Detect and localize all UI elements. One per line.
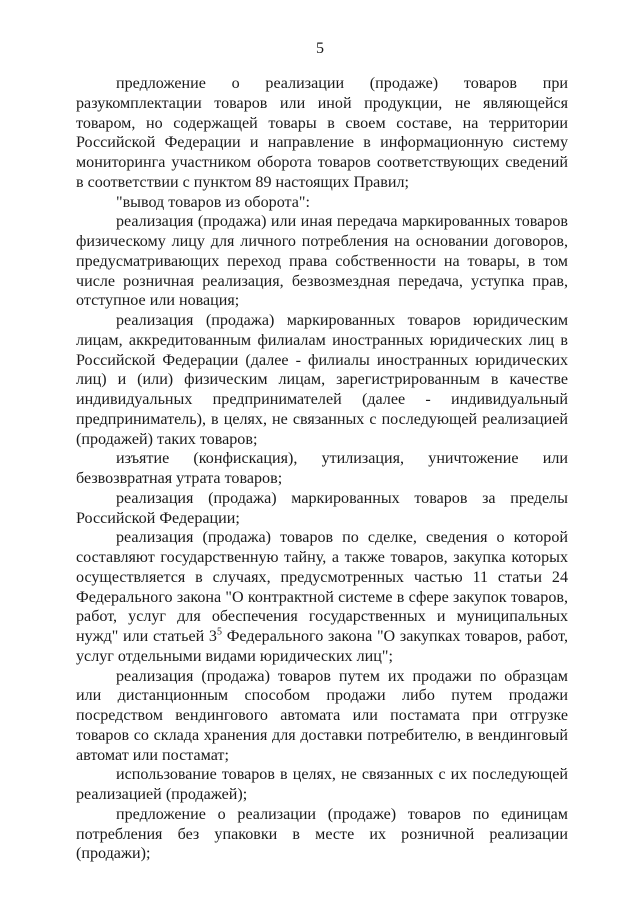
paragraph-legal-entities-sale: реализация (продажа) маркированных товаров юридическим лицам, аккредитованным филиалам иностранных юридических лиц в Российской Федерации (далее - филиалы иностранных юридических лиц) и (или) физическим лицам, зарегистрированным в качестве индивидуальных предпринимателей (далее - индивидуальный предприниматель), в целях, не связанных с последующей реализацией (продажей) таких товаров; [76,312,568,448]
paragraph-disassembly-offer: предложение о реализации (продаже) товаров при разукомплектации товаров или иной продукции, не являющейся товаром, но содержащей товары в своем составе, на территории Российской Федерации и направление в информационную систему мониторинга участником оборота товаров соответствующих сведений в соответствии с пунктом 89 настоящих Правил; [76,75,568,191]
paragraph-remote-sale: реализация (продажа) товаров путем их продажи по образцам или дистанционным способом продажи либо путем продажи посредством вендингового автомата или постамата при отгрузке товаров со склада хранения для доставки потребителю, в вендинговый автомат или постамат; [76,667,568,764]
page-number: 5 [316,40,324,57]
paragraph-withdrawal-heading: "вывод товаров из оборота": [116,193,310,211]
paragraph-own-use: использование товаров в целях, не связанных с их последующей реализацией (продажей); [76,766,568,803]
paragraph-export-sale: реализация (продажа) маркированных товаров за пределы Российской Федерации; [76,489,568,527]
paragraph-text-part: реализация (продажа) товаров по сделке, сведения о которой составляют государственную тайну, а также товаров, закупка которых осуществляется в случаях, предусмотренных частью 11 статьи 24 Федерального закона "О контрактной системе в сфере закупок товаров, работ, услуг для обеспечения государственных и муниципальных нужд" или статьей 3 [76,529,568,645]
superscript: 5 [216,626,222,638]
paragraph-retail-sale: реализация (продажа) или иная передача маркированных товаров физическому лицу для личного потребления на основании договоров, предусматривающих переход права собственности на товары, в том числе розничная реализация, безвозмездная передача, уступка прав, отступное или новация; [76,213,568,310]
document-body [76,74,568,864]
paragraph-state-secret-sale [76,528,568,666]
paragraph-unit-sale-offer: предложение о реализации (продаже) товаров по единицам потребления без упаковки в месте их розничной реализации (продажи); [76,805,568,863]
paragraph-text-part: Федерального закона "О закупках товаров, работ, услуг отдельными видами юридических лиц"; [76,628,568,665]
paragraph-confiscation: изъятие (конфискация), утилизация, уничтожение или безвозвратная утрата товаров; [76,450,568,487]
